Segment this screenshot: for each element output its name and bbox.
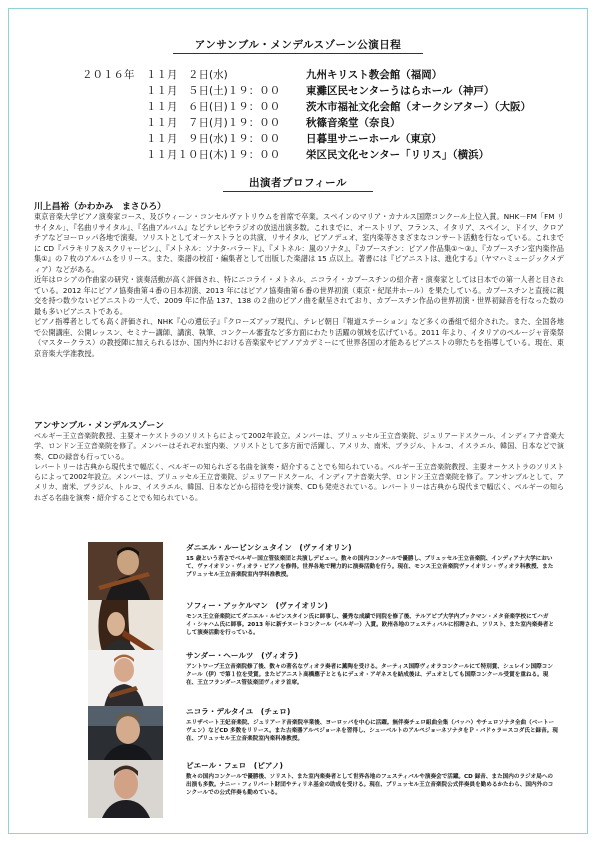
member-bio: モンス王立音楽院にてダニエル・ルビンスタイン氏に師事し、優秀な成績で同院を修了後、テルアビブ大学内ブックマン・メタ音楽学校にてハガイ・シャハム氏に師事。2013 年に新チヌートコンクール（ベルギー）入賞。欧州各地のフェスティバルに招聘され、ソリスト、また室内楽奏者として演奏活動を行っている。 <box>186 614 554 637</box>
ensemble-bio-paragraph: ベルギー王立音楽院教授、主要オーケストラのソリストらによって2002年設立。メンバーは、ブリュッセル王立音楽院、ジュリアードスクール、インディアナ音楽大学、ロンドン王立音楽院を修了。メンバーはそれぞれ室内楽、ソリストとして多方面で活躍し、アメリカ、南米、ブラジル、トルコ、イスラエル、韓国、日本などで演奏、CDの録音も行っている。 <box>34 432 564 461</box>
pianist-bio <box>34 212 564 359</box>
member-bio: 15 歳という若さでベルギー国立管弦楽団と共演しデビュー。数々の国内コンクールで優勝し、ブリュッセル王立音楽院、インディアナ大学において、ヴァイオリン・ヴィオラ・ピアノを修得。世界各地で精力的に演奏活動を行う。現在、モンス王立音楽院ヴァイオリン・ヴィオラ科教授、またブリュッセル王立音楽院室内学科准教授。 <box>186 556 554 579</box>
schedule-row <box>82 147 562 163</box>
member-card <box>88 542 564 600</box>
schedule-date: １１月 ９日(水)１９：００ <box>146 133 281 145</box>
schedule-date: １１月１０日(木)１９：００ <box>146 149 281 161</box>
member-name: ニコラ・デルタイユ (チェロ) <box>186 707 291 716</box>
schedule-venue: 茨木市福祉文化会館（オークシアター）（大阪） <box>306 101 532 113</box>
schedule-date: １１月 ７日(月)１９：００ <box>146 117 281 129</box>
pianist-bio-paragraph: 東京音楽大学ピアノ演奏家コース、及びウィーン・コンセルヴァトリウムを首席で卒業。スペインのマリア・カナルス国際コンクール上位入賞。NHK－FM「FM リサイタル」、『名曲リサイタル』、『名曲アルバム』などテレビやラジオの放送出演多数。これまでに、オーストリア、フランス、イタリア、スペイン、ドイツ、クロアチアなどヨーロッパ各地で演奏。ソリストとしてオーケストラとの共演、リサイタル、ピアノデュオ、室内楽等さまざまなコンサート活動を行なっている。これまでに CD『パラキリフ＆スクリャービン』、『メトネル：ソナタ-バラード』、『メトネル：嵐のソナタ』、『カプースチン：ピアノ作品集①～③』、『カプースチン室内楽作品集①』の７枚のアルバムをリリース。また、楽譜の校訂・編集者として出版した楽譜は 15 点以上。著書には『ピアニストは、進化する』（ヤマハミュージックメディア）などがある。 <box>34 212 564 274</box>
schedule-venue: 秋篠音楽堂（奈良） <box>306 117 401 129</box>
member-photo <box>88 650 163 708</box>
ensemble-name: アンサンブル・メンデルスゾーン <box>34 421 164 431</box>
profile-title-rule <box>223 191 373 192</box>
pianist-bio-paragraph: 近年はロシアの作曲家の研究・演奏活動が高く評価され、特にニコライ・メトネル、ニコライ・カプースチンの紹介者・演奏家としては日本での第一人者と目されている。2012 年にピアノ協奏曲第４番の日本初演、2013 年にはピアノ協奏曲第６番の世界初演（東京・紀尾井ホール）を果たしている。カプースチンと直接に親交を持つ数少ないピアニストの一人で、2009 年に作品 137、138 の２曲のピアノ曲を献呈されており、カプースチン作品の世界初演・世界初録音を行なった数の最も多いピアニストである。 <box>34 275 564 316</box>
member-bio: エリザベート王妃音楽院、ジュリアード音楽院卒業後、ヨーロッパを中心に活躍。無伴奏チェロ組曲全集（バッハ）やチェロソナタ全曲（ベートーヴェン）などCD 多数をリリース。また古楽器アルペジョーネを習得し、シューベルトのアルペジョーネソナタをＰ・バドゥラ＝スコダ氏と録音。現在、ブリュッセル王立音楽院室内楽科准教授。 <box>186 720 558 743</box>
member-photo <box>88 760 163 818</box>
member-bio: 数々の国内コンクールで優勝後、ソリスト、また室内楽奏者として世界各地のフェスティバルや演奏会で活躍。CD 録音、また国内のラジオ局への出演も多数。ナニー・フィリパート財団やティリネ基金の助成を受ける。現在、ブリュッセル王立音楽院公式伴奏員を勤めるかたわら、国内外のコンクールでの公式伴奏も勤めている。 <box>186 774 554 797</box>
member-name: ソフィー・アッケルマン (ヴァイオリン) <box>186 601 328 610</box>
member-card <box>88 760 564 818</box>
schedule-date: １１月 ２日(水) <box>146 69 228 81</box>
member-photo <box>88 706 163 764</box>
schedule-venue: 栄区民文化センター「リリス」（横浜） <box>306 149 490 161</box>
schedule-date: １１月 ５日(土)１９：００ <box>146 85 281 97</box>
schedule-title-block <box>0 37 596 54</box>
member-name: ダニエル・ルービンシュタイン (ヴァイオリン) <box>186 543 352 552</box>
schedule-year: ２０１６年 <box>82 69 135 81</box>
member-name: ピエール・フェロ (ピアノ) <box>186 761 283 770</box>
member-bio: アントワープ王立音楽院修了後、数々の著名なヴィオラ奏者に薫陶を受ける。ターティス国際ヴィオラコンクールにて特別賞、シュレイン国際コンクール（伊）で第１位を受賞。またピアニスト高橋應子とともにデュオ・アギネスを結成後は、デュオとしても国際コンクール受賞を重ねる。現在、王立フランダース管弦楽団ヴィオラ首席。 <box>186 664 553 687</box>
schedule-table <box>82 67 562 163</box>
member-name: サンダー・ヘールツ (ヴィオラ) <box>186 651 298 660</box>
schedule-venue: 九州キリスト教会館（福岡） <box>306 69 443 81</box>
schedule-row <box>82 131 562 147</box>
schedule-venue: 日暮里サニーホール（東京） <box>306 133 442 145</box>
pianist-bio-paragraph: ピアノ指導者としても高く評価され、NHK『心の遺伝子』『クローズアップ現代』、テレビ朝日『報道ステーション』など多くの番組で紹介された。また、全国各地で公開講座、公開レッスン、セミナー講師、講演、執筆、コンクール審査など多方面にわたり活躍の領域を広げている。2011 年より、イタリアのペルージャ音楽祭（マスタークラス）の教授陣に加えられるほか、国内外における音楽家やピアノアカデミーにて世界各国の才能あるピアニストの卵たちを指導している。現在、東京音楽大学准教授。 <box>34 317 564 358</box>
pianist-name: 川上昌裕（かわかみ まさひろ） <box>34 202 166 212</box>
ensemble-bio <box>34 431 564 503</box>
ensemble-bio-paragraph: レパートリーは古典から現代まで幅広く、ベルギーの知られざる名曲を演奏・紹介することでも知られている。ベルギー王立音楽院教授、主要オーケストラのソリストらによって2002年設立。メンバーは、ブリュッセル王立音楽院、ジュリアードスクール、インディアナ音楽大学、ロンドン王立音楽院を修了。アンサンブルとして、アメリカ、南米、ブラジル、トルコ、イスラエル、韓国、日本などから招待を受け演奏、CDも発売されている。レパートリーは古典から現代まで幅広く、ベルギーの知られざる名曲を演奏・紹介することでも知られている。 <box>34 462 564 502</box>
schedule-row <box>82 83 562 99</box>
schedule-row <box>82 67 562 83</box>
schedule-row <box>82 99 562 115</box>
member-card <box>88 650 564 708</box>
schedule-title-rule <box>173 53 423 54</box>
schedule-date: １１月 ６日(日)１９：００ <box>146 101 281 113</box>
schedule-venue: 東灘区民センターうはらホール（神戸） <box>306 85 495 97</box>
profile-title-block <box>0 175 596 192</box>
profile-title: 出演者プロフィール <box>249 177 347 189</box>
member-photo <box>88 542 163 600</box>
schedule-title: アンサンブル・メンデルスゾーン公演日程 <box>194 39 402 51</box>
member-card <box>88 706 564 764</box>
schedule-row <box>82 115 562 131</box>
